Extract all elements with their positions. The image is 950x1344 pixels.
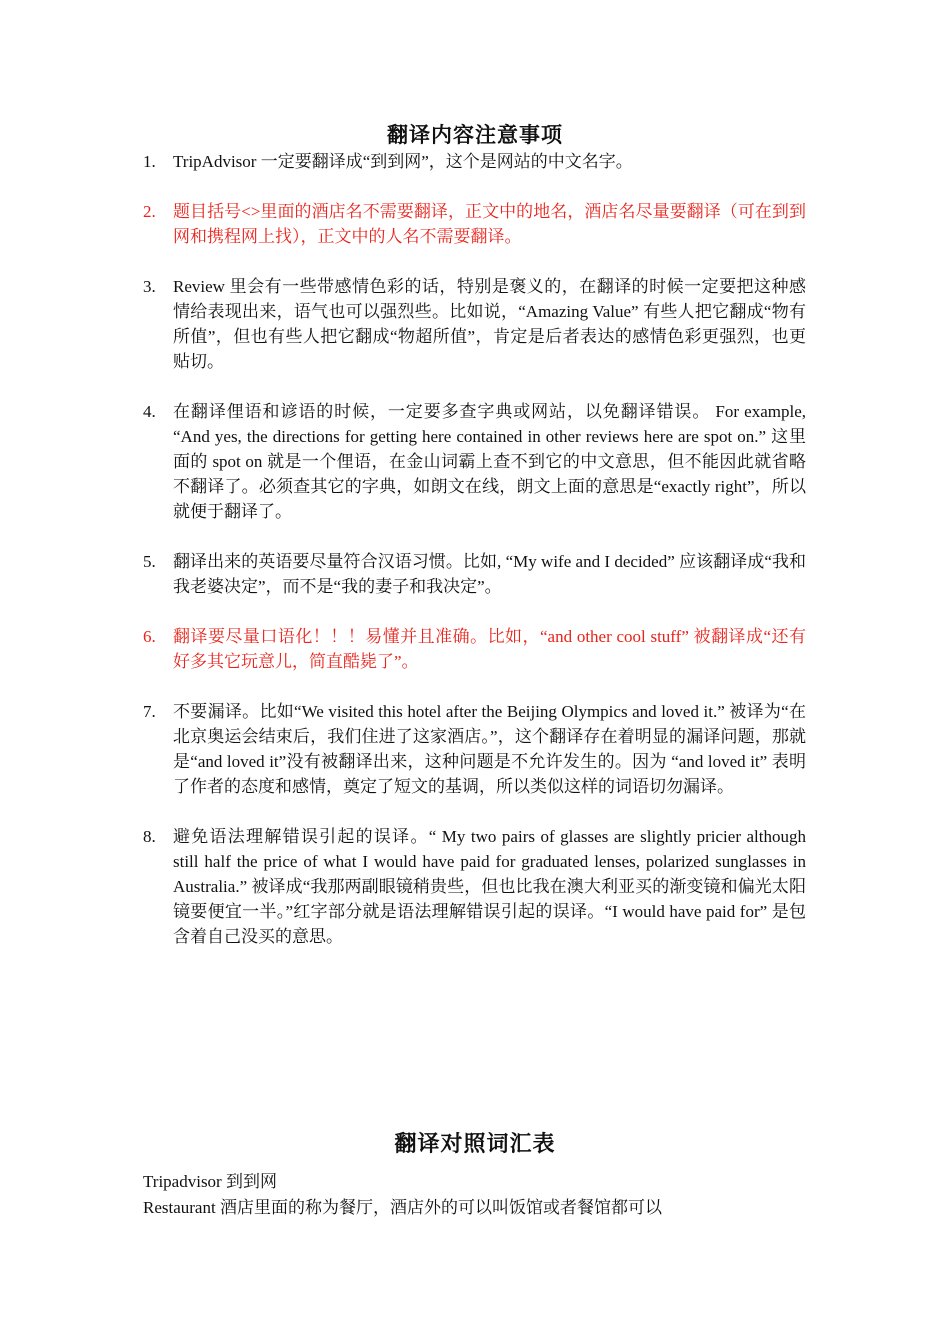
notes-list xyxy=(143,149,806,974)
note-text: 避免语法理解错误引起的误译。“ My two pairs of glasses are slightly pricier although still half the price of what I would have paid for graduated lenses, polarized sunglasses in Australia.” 被译成“我那两副眼镜稍贵些，但也比我在澳大利亚买的渐变镜和偏光太阳镜要便宜一半。”红字部分就是语法理解错误引起的误译。“I would have paid for” 是包含着自己没买的意思。 xyxy=(173,827,806,946)
note-item xyxy=(143,149,806,174)
note-item xyxy=(143,824,806,949)
note-item xyxy=(143,549,806,599)
vocabulary-row: Tripadvisor 到到网 xyxy=(143,1172,277,1191)
note-item xyxy=(143,699,806,799)
vocabulary-title: 翻译对照词汇表 xyxy=(394,1132,556,1157)
note-item xyxy=(143,399,806,524)
note-item xyxy=(143,624,806,674)
note-text: TripAdvisor 一定要翻译成“到到网”，这个是网站的中文名字。 xyxy=(173,152,633,171)
note-text: 不要漏译。比如“We visited this hotel after the Beijing Olympics and loved it.” 被译为“在北京奥运会结束后，我们住进了这家酒店。”，这个翻译存在着明显的漏译问题，那就是“and loved it”没有被翻译出来，这种问题是不允许发生的。因为 “and loved it” 表明了作者的态度和感情，奠定了短文的基调，所以类似这样的词语切勿漏译。 xyxy=(173,702,806,796)
note-item xyxy=(143,274,806,374)
note-item xyxy=(143,199,806,249)
note-number: 1. xyxy=(143,152,156,171)
vocabulary-list xyxy=(143,1169,806,1221)
document-title: 翻译内容注意事项 xyxy=(387,123,563,147)
note-number: 4. xyxy=(143,402,156,421)
note-number: 5. xyxy=(143,552,156,571)
note-text: 翻译出来的英语要尽量符合汉语习惯。比如, “My wife and I decided” 应该翻译成“我和我老婆决定”，而不是“我的妻子和我决定”。 xyxy=(173,552,806,596)
note-number: 8. xyxy=(143,827,156,846)
note-number: 7. xyxy=(143,702,156,721)
note-number: 6. xyxy=(143,627,156,646)
note-text: Review 里会有一些带感情色彩的话，特别是褒义的，在翻译的时候一定要把这种感情给表现出来，语气也可以强烈些。比如说，“Amazing Value” 有些人把它翻成“物有所值”，但也有些人把它翻成“物超所值”，肯定是后者表达的感情色彩更强烈，也更贴切。 xyxy=(173,277,806,371)
note-text: 翻译要尽量口语化！！！易懂并且准确。比如，“and other cool stuff” 被翻译成“还有好多其它玩意儿，简直酷毙了”。 xyxy=(173,627,806,671)
note-number: 2. xyxy=(143,202,156,221)
note-text: 在翻译俚语和谚语的时候，一定要多查字典或网站，以免翻译错误。 For example, “And yes, the directions for getting here contained in other reviews here are spot on.” 这里面的 spot on 就是一个俚语，在金山词霸上查不到它的中文意思，但不能因此就省略不翻译了。必须查其它的字典，如朗文在线，朗文上面的意思是“exactly right”，所以就便于翻译了。 xyxy=(173,402,806,521)
note-number: 3. xyxy=(143,277,156,296)
note-text: 题目括号<>里面的酒店名不需要翻译，正文中的地名，酒店名尽量要翻译（可在到到网和携程网上找），正文中的人名不需要翻译。 xyxy=(173,202,806,246)
vocabulary-row: Restaurant 酒店里面的称为餐厅，酒店外的可以叫饭馆或者餐馆都可以 xyxy=(143,1198,662,1217)
